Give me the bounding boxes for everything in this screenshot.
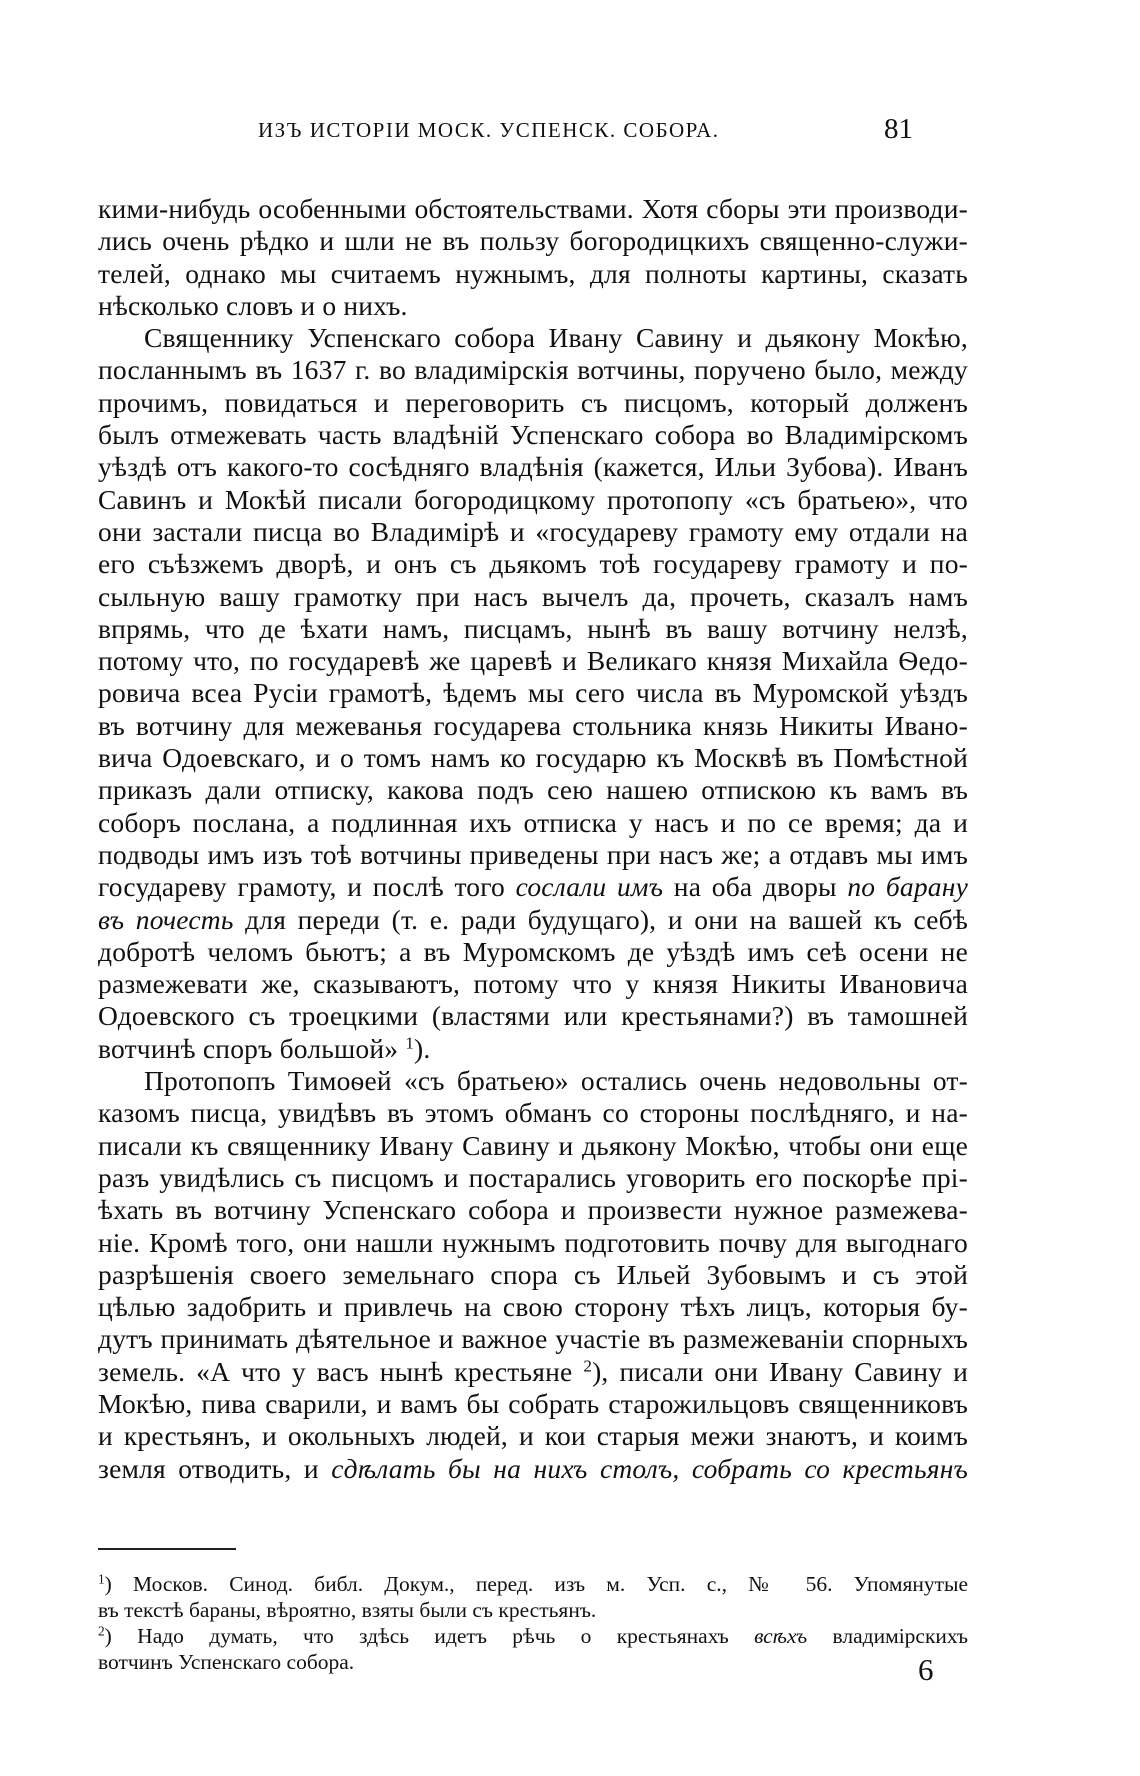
- text-line: дутъ принимать дѣятельное и важное участіе въ размежеваніи спорныхъ: [98, 1323, 968, 1355]
- text-line: былъ отмежевать часть владѣній Успенскаго собора во Владимірскомъ: [98, 419, 968, 451]
- footnotes: [98, 1571, 968, 1675]
- paragraph-start-line: Протопопъ Тимоѳей «съ братьею» остались очень недовольны от-: [144, 1065, 968, 1097]
- text-line: посланнымъ въ 1637 г. во владимірскія вотчины, поручено было, между: [98, 354, 968, 386]
- text-line-with-italics: [98, 904, 968, 936]
- signature-mark: 6: [918, 1652, 934, 1687]
- text-line: потому что, по государевѣ же царевѣ и Великаго князя Михайла Ѳедо-: [98, 645, 968, 677]
- text-line: ніе. Кромѣ того, они нашли нужнымъ подготовить почву для выгоднаго: [98, 1226, 968, 1258]
- text-line: сыльную вашу грамотку при насъ вычелъ да, прочеть, сказалъ намъ: [98, 580, 968, 612]
- text-line: лись очень рѣдко и шли не въ пользу богородицкихъ священно-служи-: [98, 225, 968, 257]
- text-segment: вотчинѣ споръ большой»: [98, 1032, 406, 1064]
- footnote-ref-1: 1: [405, 1033, 415, 1053]
- main-text: [98, 193, 968, 1485]
- text-line: ѣхать въ вотчину Успенскаго собора и произвести нужное размежева-: [98, 1194, 968, 1226]
- footnote-ref-2: 2: [583, 1356, 593, 1376]
- italic-phrase: по барану: [847, 871, 968, 903]
- text-line: они застали писца во Владимірѣ и «государеву грамоту ему отдали на: [98, 515, 968, 547]
- footnote-separator: [98, 1548, 236, 1550]
- text-line: разрѣшенія своего земельнаго спора съ Ильей Зубовымъ и съ этой: [98, 1258, 968, 1290]
- text-line-with-italics: [98, 1453, 968, 1485]
- footnote-1-cont: въ текстѣ бараны, вѣроятно, взяты были съ крестьянъ.: [98, 1598, 597, 1622]
- italic-phrase: сослали имъ: [515, 871, 664, 903]
- text-segment: земля отводить, и: [98, 1452, 332, 1484]
- text-line: въ вотчину для межеванья государева стольника князь Никиты Ивано-: [98, 709, 968, 741]
- text-line: прочимъ, повидаться и переговорить съ писцомъ, который долженъ: [98, 386, 968, 418]
- text-line: цѣлью задобрить и привлечь на свою сторону тѣхъ лицъ, которыя бу-: [98, 1291, 968, 1323]
- footnote-text: владимірскихъ: [807, 1624, 968, 1648]
- text-line: писали къ священнику Ивану Савину и дьякону Мокѣю, чтобы они еще: [98, 1129, 968, 1161]
- text-segment: государеву грамоту, и послѣ того: [98, 871, 516, 903]
- text-line: Савинъ и Мокѣй писали богородицкому протопопу «съ братьею», что: [98, 483, 968, 515]
- text-line: уѣздѣ отъ какого-то сосѣдняго владѣнія (кажется, Ильи Зубова). Иванъ: [98, 451, 968, 483]
- text-segment: ).: [414, 1032, 431, 1064]
- footnote-1: [98, 1571, 968, 1597]
- text-segment: на оба дворы: [663, 871, 848, 903]
- text-line: подводы имъ изъ тоѣ вотчины приведены при насъ же; а отдавъ мы имъ: [98, 838, 968, 870]
- text-line: казомъ писца, увидѣвъ въ этомъ обманъ со стороны послѣдняго, и на-: [98, 1097, 968, 1129]
- text-line: кими-нибудь особенными обстоятельствами. Хотя сборы эти производи-: [98, 193, 968, 224]
- footnote-marker: 2: [98, 1623, 105, 1639]
- page-number: 81: [884, 113, 913, 145]
- text-line-with-footnote: [98, 1356, 968, 1388]
- italic-phrase: въ почесть: [98, 903, 234, 935]
- text-line: Одоевского съ троецкими (властями или крестьянами?) въ тамошней: [98, 1000, 968, 1032]
- footnote-2: [98, 1623, 968, 1649]
- text-line: разъ увидѣлись съ писцомъ и постарались уговорить его поскорѣе прі-: [98, 1161, 968, 1193]
- text-line: Священнику Успенскаго собора Ивану Савину и дьякону Мокѣю,: [144, 322, 968, 354]
- text-line-with-footnote: [98, 1033, 968, 1065]
- text-line: соборъ послана, а подлинная ихъ отписка у насъ и по се время; да и: [98, 806, 968, 838]
- text-segment: для переди (т. е. ради будущаго), и они на вашей къ себѣ: [233, 903, 968, 935]
- footnote-2-cont: вотчинъ Успенскаго собора.: [98, 1650, 355, 1674]
- text-line: нѣсколько словъ и о нихъ.: [98, 289, 408, 321]
- italic-phrase: сдѣлать бы на нихъ столъ,: [331, 1452, 680, 1484]
- text-line: впрямь, что де ѣхати намъ, писцамъ, нынѣ въ вашу вотчину нелзѣ,: [98, 612, 968, 644]
- italic-phrase: всѣхъ: [754, 1624, 808, 1648]
- footnote-text: ) Надо думать, что здѣсь идетъ рѣчь о крестьянахъ: [104, 1624, 755, 1648]
- text-segment: ), писали они Ивану Савину и: [592, 1355, 968, 1387]
- text-line: его съѣзжемъ дворѣ, и онъ съ дьякомъ тоѣ государеву грамоту и по-: [98, 548, 968, 580]
- paragraph-start-line: [98, 322, 968, 354]
- italic-phrase: собрать со крестьянъ: [691, 1452, 969, 1484]
- text-line: и крестьянъ, и окольныхъ людей, и кои старыя межи знаютъ, и коимъ: [98, 1420, 968, 1452]
- text-line: ровича всеа Русіи грамотѣ, ѣдемъ мы сего числа въ Муромской уѣздъ: [98, 677, 968, 709]
- footnote-marker: 1: [98, 1571, 105, 1587]
- text-line: размежевати же, сказываютъ, потому что у князя Никиты Ивановича: [98, 968, 968, 1000]
- running-title: ИЗЪ ИСТОРІИ МОСК. УСПЕНСК. СОБОРА.: [258, 118, 720, 142]
- text-line-with-italics: [98, 871, 968, 903]
- text-line: приказъ дали отписку, какова подъ сею нашею отпискою къ вамъ въ: [98, 774, 968, 806]
- text-line: телей, однако мы считаемъ нужнымъ, для полноты картины, сказать: [98, 257, 968, 289]
- text-line: Мокѣю, пива сварили, и вамъ бы собрать старожильцовъ священниковъ: [98, 1387, 968, 1419]
- text-line: добротѣ челомъ бьютъ; а въ Муромскомъ де уѣздѣ имъ сеѣ осени не: [98, 935, 968, 967]
- footnote-text: ) Москов. Синод. библ. Докум., перед. изъ м. Усп. с., № 56. Упомянутые: [104, 1572, 968, 1596]
- text-segment: земель. «А что у васъ нынѣ крестьяне: [98, 1355, 584, 1387]
- text-line: вича Одоевскаго, и о томъ намъ ко государю къ Москвѣ въ Помѣстной: [98, 742, 968, 774]
